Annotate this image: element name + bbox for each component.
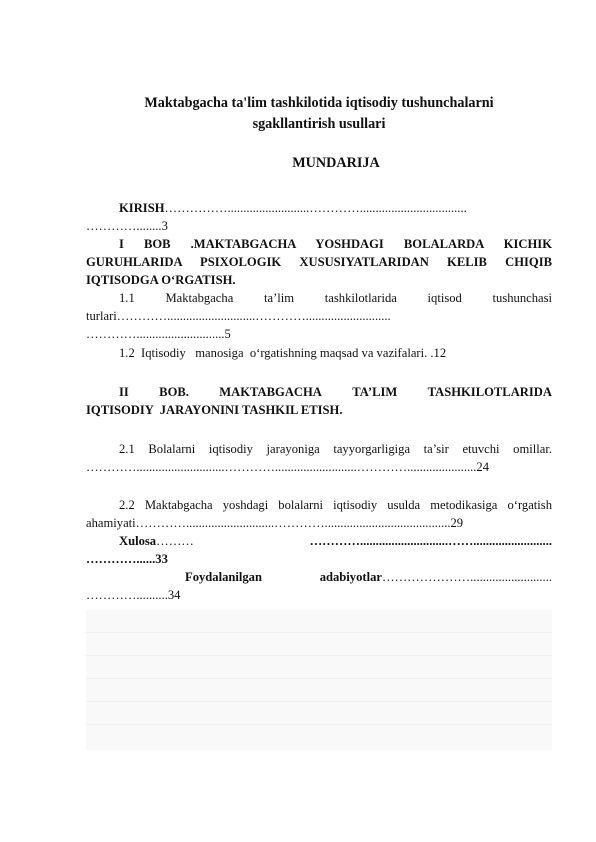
toc-adabiyot-continuation [86, 587, 180, 604]
toc-kirish-continuation [86, 218, 168, 235]
toc-section-2-2-line-2: ahamiyati…………............................…………........................................29 [86, 516, 464, 530]
toc-bob2-word-5: TASHKILOTLARIDA [427, 385, 552, 399]
toc-chapter-2-line-1 [119, 384, 552, 401]
toc-kirish-label: KIRISH [119, 201, 165, 215]
document-title [86, 93, 552, 135]
toc-chapter-1-line-3: IQTISODGA O‘RGATISH. [86, 273, 236, 287]
toc-s11-page: 5 [224, 327, 231, 341]
toc-s11-word-1: 1.1 [119, 291, 135, 305]
toc-entry-kirish [119, 200, 467, 217]
toc-section-1-1-line-3 [86, 326, 231, 343]
toc-bob2-word-2: BOB. [159, 385, 189, 399]
toc-xulosa-label: Xulosa [119, 534, 157, 548]
toc-s11-word-6: tushunchasi [492, 291, 552, 305]
toc-s11-word-2: Maktabgacha [165, 291, 234, 305]
faint-background-area [86, 610, 552, 750]
title-line-1: Maktabgacha ta'lim tashkilotida iqtisodiy tushunchalarni [144, 95, 494, 111]
toc-chapter-1-line-2: GURUHLARIDA PSIXOLOGIK XUSUSIYATLARIDAN KELIB CHIQIB [86, 255, 552, 269]
toc-adabiyot-label-2: adabiyotlar [319, 570, 382, 584]
toc-section-2-1-line-2: …………............................…………..........................…………......................24 [86, 460, 489, 474]
toc-kirish-page: 3 [161, 219, 168, 233]
toc-s11-word-5: iqtisod [427, 291, 462, 305]
toc-xulosa-page: 33 [155, 552, 168, 566]
toc-entry-adabiyotlar [185, 569, 552, 586]
toc-xulosa-leader-2: …………...... [86, 552, 156, 566]
toc-bob2-word-4: TA’LIM [352, 385, 398, 399]
toc-bob2-word-3: MAKTABGACHA [219, 385, 322, 399]
toc-chapter-2-line-2: IQTISODIY JARAYONINI TASHKIL ETISH. [86, 403, 343, 417]
toc-xulosa-leader-b: …………............................……......................... [309, 534, 552, 548]
toc-s11-word-4: tashkilotlarida [324, 291, 397, 305]
toc-kirish-leader: ……………..........................………….................................. [164, 201, 467, 215]
toc-xulosa-leader-a: ……… [156, 534, 194, 548]
toc-adabiyot-leader-2: ………….......... [86, 588, 168, 602]
toc-heading: MUNDARIJA [292, 155, 380, 171]
toc-section-1-2: 1.2 Iqtisodiy manosiga o‘rgatishning maqsad va vazifalari. .12 [119, 346, 447, 360]
toc-s11-leader: …………............................ [86, 327, 225, 341]
toc-s11-word-3: ta’lim [264, 291, 295, 305]
toc-adabiyot-page: 34 [167, 588, 181, 602]
toc-section-1-1-line-2: turlari…………............................…………........................... [86, 309, 391, 323]
toc-kirish-leader-2: …………........ [86, 219, 162, 233]
toc-section-2-1-line-1: 2.1 Bolalarni iqtisodiy jarayoniga tayyorgarligiga ta’sir etuvchi omillar. [119, 442, 552, 456]
title-line-2: sgakllantirish usullari [252, 116, 386, 132]
toc-adabiyot-leader: ………………….......................... [381, 570, 552, 584]
toc-xulosa-continuation [86, 551, 168, 568]
toc-bob2-word-1: II [119, 385, 129, 399]
toc-section-1-1 [119, 290, 552, 307]
toc-section-2-2-line-1: 2.2 Maktabgacha yoshdagi bolalarni iqtisodiy usulda metodikasiga o‘rgatish [119, 498, 552, 512]
toc-chapter-1-line-1: I BOB .MAKTABGACHA YOSHDAGI BOLALARDA KICHIK [119, 237, 552, 251]
toc-adabiyot-label-1: Foydalanilgan [185, 570, 262, 584]
toc-entry-xulosa [119, 533, 552, 550]
